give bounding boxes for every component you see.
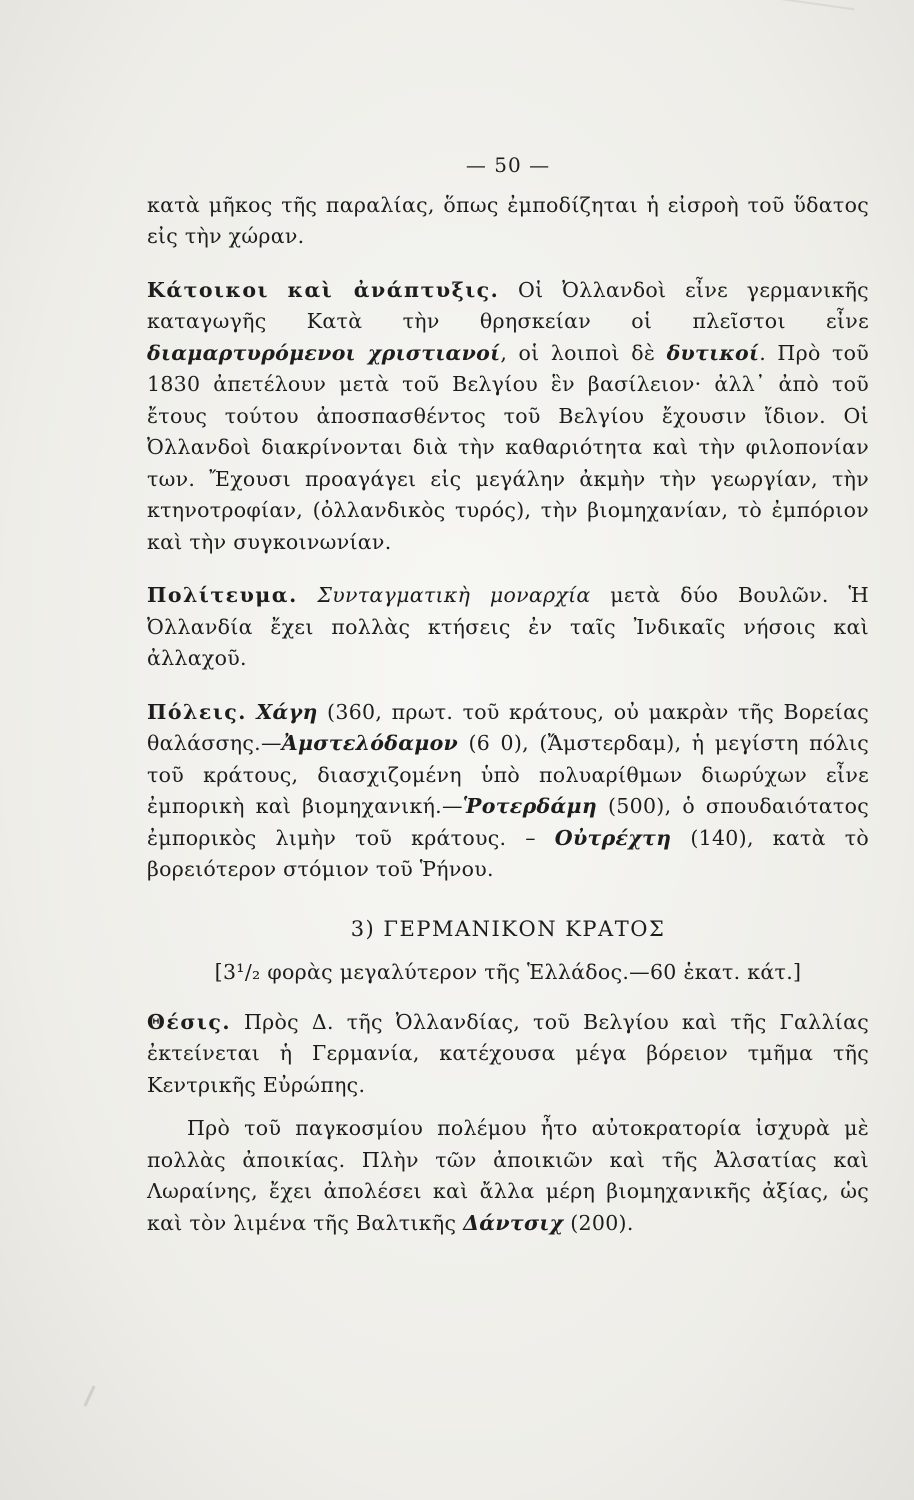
text-run: . Πρὸ τοῦ 1830 ἀπετέλουν μετὰ τοῦ Βελγίου ἓν βασίλειον· ἀλλ᾽ ἀπὸ τοῦ ἔτους τούτου ἀποσπασθέντος τοῦ Βελγίου ἔχουσιν ἴδιον. Οἱ Ὀλλανδοὶ διακρίνονται διὰ τὴν καθαριότητα καὶ τὴν φιλοπονίαν των. Ἔχουσι προαγάγει εἰς μεγάλην ἀκμὴν τὴν γεωργίαν, τὴν κτηνοτροφίαν, (ὀλλανδικὸς τυρός), τὴν βιομηχανίαν, τὸ ἐμπόριον καὶ τὴν συγκοινωνίαν.: [147, 340, 869, 554]
text-run: (360, πρωτ. τοῦ κράτους, οὐ μακρὰν τῆς Βορείας θαλάσσης.—: [147, 699, 869, 755]
text-run: μετὰ δύο Βουλῶν. Ἡ Ὀλλανδία ἔχει πολλὰς κτήσεις ἐν ταῖς Ἰνδικαῖς νήσοις καὶ ἀλλαχοῦ.: [147, 583, 869, 670]
heading-thesis: Θέσις.: [147, 1009, 231, 1034]
text-run: (200).: [563, 1210, 634, 1235]
city-name: Ἀμστελόδαμον: [281, 731, 459, 755]
emphasis-term: δυτικοί: [666, 340, 760, 365]
text-run: Οἱ Ὀλλανδοὶ εἶνε γερμανικῆς καταγωγῆς Κατὰ τὴν θρησκείαν οἱ πλεῖστοι εἶνε: [147, 277, 869, 333]
text-run: (6 0), (Ἄμστερδαμ), ἡ μεγίστη πόλις τοῦ κράτους, διασχιζομένη ὑπὸ πολυαρίθμων διωρύχων εἶνε ἐμπορικὴ καὶ βιομηχανική.—: [147, 731, 869, 818]
paragraph-poleis: [147, 697, 869, 886]
section-title: 3) ΓΕΡΜΑΝΙΚΟΝ ΚΡΑΤΟΣ: [350, 916, 666, 941]
text-run: Πρὸς Δ. τῆς Ὀλλανδίας, τοῦ Βελγίου καὶ τῆς Γαλλίας ἐκτείνεται ἡ Γερμανία, κατέχουσα μέγα βόρειον τμῆμα τῆς Κεντρικῆς Εὐρώπης.: [147, 1009, 869, 1097]
paragraph-politeuma: [147, 580, 869, 675]
scan-smudge: [83, 1385, 95, 1406]
heading-katoikoi-rest: καὶ ἀνάπτυξις.: [287, 277, 500, 302]
paragraph-history: [147, 1113, 869, 1239]
text-run: (500), ὁ σπουδαιότατος ἐμπορικὸς λιμὴν τοῦ κράτους. –: [147, 794, 869, 850]
text-run: Πρὸ τοῦ παγκοσμίου πολέμου ἦτο αὐτοκρατορία ἰσχυρὰ μὲ πολλὰς ἀποικίας. Πλὴν τῶν ἀποικιῶν καὶ τῆς Ἀλσατίας καὶ Λωραίνης, ἔχει ἀπολέσει καὶ ἄλλα μέρη βιομηχανικῆς ἀξίας, ὡς καὶ τὸν λιμένα τῆς Βαλτικῆς: [147, 1116, 869, 1235]
page-number: — 50 —: [465, 153, 551, 177]
section-subtitle: [3¹/₂ φορὰς μεγαλύτερον τῆς Ἑλλάδος.—60 ἑκατ. κάτ.]: [214, 960, 802, 984]
page-text: [147, 150, 869, 1239]
scan-smudge: [735, 0, 854, 10]
paragraph-thesis: [147, 1007, 869, 1102]
city-name: Δάντσιχ: [463, 1210, 564, 1235]
emphasis-term: Συνταγματικὴ μοναρχία: [317, 583, 591, 607]
heading-poleis: Πόλεις.: [147, 699, 247, 724]
text-run: (140), κατὰ τὸ βορειότερον στόμιον τοῦ Ῥήνου.: [147, 825, 869, 881]
city-name: Οὐτρέχτη: [554, 825, 672, 850]
city-name: Ῥοτερδάμη: [462, 794, 598, 818]
paragraph-katoikoi: [147, 275, 869, 559]
emphasis-term: διαμαρτυρόμενοι χριστιανοί: [147, 340, 501, 365]
heading-katoikoi: Κάτοικοι: [147, 277, 269, 302]
text-run: , οἱ λοιποὶ δὲ: [500, 340, 667, 365]
heading-politeuma: Πολίτευμα.: [147, 583, 298, 607]
paragraph-intro: κατὰ μῆκος τῆς παραλίας, ὅπως ἐμποδίζηται ἡ εἰσροὴ τοῦ ὕδατος εἰς τὴν χώραν.: [147, 192, 869, 248]
city-name: Χάγη: [256, 699, 318, 724]
